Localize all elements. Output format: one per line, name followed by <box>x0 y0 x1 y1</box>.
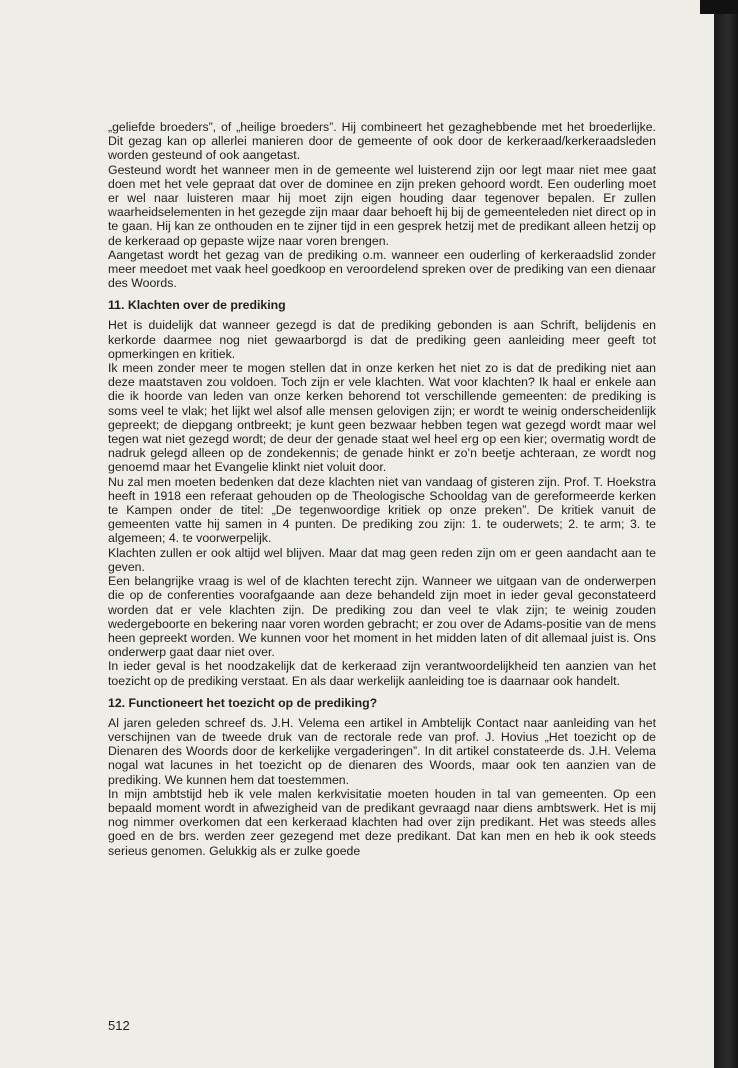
paragraph: Gesteund wordt het wanneer men in de gemeente wel luisterend zijn oor legt maar niet mee gaat doen met het vele gepraat dat over de dominee en zijn preken gehoord wordt. Een ouderling moet er wel naar luisteren maar hij moet zijn eigen houding daar tegenover bepalen. Er zullen waarheidselementen in het gezegde zijn maar daar behoeft hij bij de gemeenteleden niet direct op in te gaan. Hij kan ze onthouden en te zijner tijd in een gesprek hetzij met de predikant alleen hetzij op de kerkeraad op gepaste wijze naar voren brengen. <box>108 162 656 248</box>
paragraph: Nu zal men moeten bedenken dat deze klachten niet van vandaag of gisteren zijn. Prof. T. Hoekstra heeft in 1918 een referaat gehouden op de Theologische Schooldag van de gereformeerde kerken te Kampen onder de titel: „De tegenwoordige kritiek op onze preken”. De kritiek vanuit de gemeenten vatte hij samen in 4 punten. De prediking zou zijn: 1. te ouderwets; 2. te arm; 3. te algemeen; 4. te voorwerpelijk. <box>108 474 656 546</box>
scan-edge <box>714 0 738 1068</box>
page-number: 512 <box>108 1018 130 1033</box>
text-column <box>108 120 656 858</box>
paragraph: In ieder geval is het noodzakelijk dat de kerkeraad zijn verantwoordelijkheid ten aanzien van het toezicht op de prediking verstaat. En als daar werkelijk aanleiding toe is daarnaar ook handelt. <box>108 659 656 688</box>
paragraph: Al jaren geleden schreef ds. J.H. Velema een artikel in Ambtelijk Contact naar aanleiding van het verschijnen van de tweede druk van de rectorale rede van prof. J. Hovius „Het toezicht op de Dienaren des Woords door de kerkelijke vergaderingen”. In dit artikel constateerde ds. J.H. Velema nogal wat lacunes in het toezicht op de dienaren des Woords, maar ook ten aanzien van de prediking. We kunnen hem dat toestemmen. <box>108 715 656 787</box>
paragraph: Aangetast wordt het gezag van de prediking o.m. wanneer een ouderling of kerkeraadslid zonder meer meedoet met vaak heel goedkoop en veroordelend spreken over de prediking van een dienaar des Woords. <box>108 247 656 291</box>
paragraph: Het is duidelijk dat wanneer gezegd is dat de prediking gebonden is aan Schrift, belijdenis en kerkorde daarmee nog niet gewaarborgd is dat de prediking geen aanleiding meer geeft tot opmerkingen en kritiek. <box>108 318 656 361</box>
paragraph: Klachten zullen er ook altijd wel blijven. Maar dat mag geen reden zijn om er geen aandacht aan te geven. <box>108 545 656 574</box>
paragraph: Ik meen zonder meer te mogen stellen dat in onze kerken het niet zo is dat de prediking niet aan deze maatstaven zou voldoen. Toch zijn er vele klachten. Wat voor klachten? Ik haal er enkele aan die ik hoorde van leden van onze kerken behorend tot verschillende gemeenten: de prediking is soms veel te vlak; het lijkt wel alsof alle mensen gelovigen zijn; er wordt te weinig onderscheidenlijk gepreekt; de diepgang ontbreekt; je kunt geen bezwaar hebben tegen wat gezegd wordt maar wel tegen wat niet gezegd wordt; de deur der genade staat wel heel erg op een kier; overmatig wordt de nadruk gelegd alleen op de zondekennis; de genade hinkt er zo’n beetje achteraan, ze wordt nog genoemd maar het Evangelie klinkt niet voluit door. <box>108 361 656 475</box>
paragraph: In mijn ambtstijd heb ik vele malen kerkvisitatie moeten houden in tal van gemeenten. Op een bepaald moment wordt in afwezigheid van de predikant gevraagd naar diens ambtswerk. Het is mij nog nimmer overkomen dat een kerkeraad klachten had over zijn predikant. Het was steeds alles goed en de brs. werden zeer gezegend met deze predikant. Dat kan men en heb ik ook steeds serieus genomen. Gelukkig als er zulke goede <box>108 786 656 858</box>
section-heading: 11. Klachten over de prediking <box>108 298 286 313</box>
paragraph: „geliefde broeders”, of „heilige broeders”. Hij combineert het gezaghebbende met het broederlijke. Dit gezag kan op allerlei manieren door de gemeente of ook door de kerkeraad/kerkeraadsleden worden gesteund of ook aangetast. <box>108 120 656 163</box>
scan-corner <box>700 0 738 14</box>
section-12 <box>108 696 656 858</box>
section-11 <box>108 298 656 687</box>
section-heading: 12. Functioneert het toezicht op de prediking? <box>108 695 378 710</box>
paragraph: Een belangrijke vraag is wel of de klachten terecht zijn. Wanneer we uitgaan van de onderwerpen die op de conferenties voorafgaande aan deze behandeld zijn moet in ieder geval geconstateerd worden dat er vele klachten zijn. De prediking zou dan veel te vlak zijn; te weinig zouden wedergeboorte en bekering naar voren worden gebracht; er zou over de Adams-positie van de mens heen gepreekt worden. We kunnen voor het moment in het midden laten of dit allemaal juist is. Ons onderwerp gaat daar niet over. <box>108 574 656 660</box>
intro-section <box>108 120 656 290</box>
